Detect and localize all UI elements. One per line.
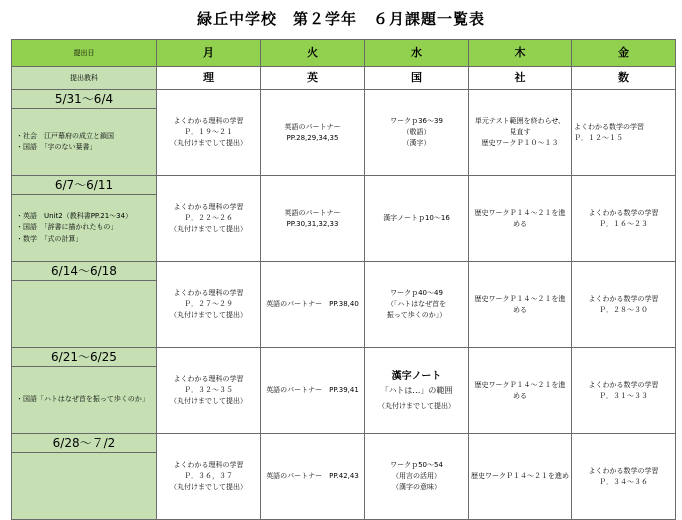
science-task bbox=[157, 262, 261, 348]
task-line: Ｐ．２２〜２６ bbox=[184, 214, 233, 223]
task-line: 歴史ワークＰ１４〜２１を進 bbox=[474, 208, 566, 217]
task-line: よくわかる理科の学習 bbox=[173, 375, 244, 384]
due-date-label: 提出日 bbox=[12, 40, 157, 67]
science-task bbox=[157, 348, 261, 434]
day-monday: 月 bbox=[157, 40, 261, 67]
task-line: 英語のパートナー bbox=[284, 122, 341, 131]
task-line: 歴史ワークＰ１０〜１３ bbox=[481, 138, 559, 147]
task-line: Ｐ．２７〜２９ bbox=[184, 300, 233, 309]
task-line: Ｐ．２８〜３０ bbox=[599, 305, 648, 314]
note-line: ・国語 「辞書に描かれたもの」 bbox=[16, 223, 118, 232]
week-cell bbox=[12, 348, 157, 434]
subject-social: 社 bbox=[469, 67, 572, 90]
task-line: 見直す bbox=[509, 128, 531, 137]
day-friday: 金 bbox=[572, 40, 676, 67]
task-line: （丸付けまでして提出） bbox=[170, 310, 247, 319]
task-line: Ｐ．３４〜３６ bbox=[599, 477, 648, 486]
task-line: Ｐ．３６，３７ bbox=[184, 472, 233, 481]
note-line: ・数学 「式の計算」 bbox=[16, 234, 83, 243]
social-task bbox=[469, 262, 572, 348]
subject-label: 提出教科 bbox=[12, 67, 157, 90]
social-task bbox=[469, 176, 572, 262]
page-title: 緑丘中学校 第２学年 ６月課題一覧表 bbox=[196, 9, 485, 28]
task-line: ワークｐ40〜49 bbox=[390, 289, 443, 298]
task-line: よくわかる数学の学習 bbox=[588, 466, 659, 475]
task-line: 英語のパートナー bbox=[284, 208, 341, 217]
week-row bbox=[12, 90, 676, 176]
japanese-task bbox=[365, 90, 469, 176]
task-line: 歴史ワークＰ１４〜２１を進め bbox=[471, 472, 569, 481]
task-line: （丸付けまでして提出） bbox=[170, 482, 247, 491]
test-range-notes bbox=[12, 453, 156, 519]
task-line: Ｐ．１２〜１５ bbox=[574, 133, 623, 142]
task-line: （「ハトはなぜ首を bbox=[386, 300, 447, 309]
week-cell bbox=[12, 90, 157, 176]
math-task bbox=[572, 434, 676, 520]
test-range-notes bbox=[12, 367, 156, 433]
math-task bbox=[572, 176, 676, 262]
week-cell bbox=[12, 434, 157, 520]
task-line: よくわかる理科の学習 bbox=[173, 117, 244, 126]
task-line: 歴史ワークＰ１４〜２１を進 bbox=[474, 294, 566, 303]
day-tuesday: 火 bbox=[261, 40, 365, 67]
math-task bbox=[572, 262, 676, 348]
note-line: ・英語 Unit2（教科書PP.21〜34） bbox=[16, 212, 133, 221]
task-line: よくわかる数学の学習 bbox=[588, 294, 659, 303]
japanese-task bbox=[365, 176, 469, 262]
math-task bbox=[572, 348, 676, 434]
english-task bbox=[261, 90, 365, 176]
test-range-notes bbox=[12, 195, 156, 261]
header-row bbox=[12, 40, 676, 67]
task-line: （漢字） bbox=[402, 138, 431, 147]
task-line: める bbox=[513, 391, 527, 400]
task-line: （丸付けまでして提出） bbox=[170, 224, 247, 233]
task-line: Ｐ．１６〜２３ bbox=[599, 219, 648, 228]
task-line: （敬語） bbox=[402, 128, 431, 137]
note-line: ・社会 江戸幕府の成立と鎖国 bbox=[16, 131, 114, 140]
social-task bbox=[469, 348, 572, 434]
assignment-table bbox=[11, 39, 676, 520]
day-thursday: 木 bbox=[469, 40, 572, 67]
task-line: ワークｐ50〜54 bbox=[390, 461, 443, 470]
task-line: 英語のパートナー PP.38,40 bbox=[266, 300, 359, 309]
day-wednesday: 水 bbox=[365, 40, 469, 67]
task-line: よくわかる理科の学習 bbox=[173, 289, 244, 298]
week-cell bbox=[12, 262, 157, 348]
week-date: 6/21〜6/25 bbox=[12, 348, 156, 367]
task-line: Ｐ．３１〜３３ bbox=[599, 391, 648, 400]
task-line: よくわかる数学の学習 bbox=[588, 208, 659, 217]
social-task bbox=[469, 434, 572, 520]
week-row bbox=[12, 262, 676, 348]
week-date: 6/7〜6/11 bbox=[12, 176, 156, 195]
task-line: Ｐ．３２〜３５ bbox=[184, 386, 233, 395]
task-line: （丸付けまでして提出） bbox=[378, 402, 455, 411]
english-task bbox=[261, 262, 365, 348]
test-range-notes bbox=[12, 281, 156, 347]
task-line: Ｐ．１９〜２１ bbox=[184, 128, 233, 137]
task-line: める bbox=[513, 219, 527, 228]
task-line: よくわかる数学の学習 bbox=[574, 122, 644, 131]
english-task bbox=[261, 176, 365, 262]
task-line: PP.30,31,32,33 bbox=[286, 219, 339, 228]
task-line: ワークｐ36〜39 bbox=[390, 117, 443, 126]
task-line: （丸付けまでして提出） bbox=[170, 138, 247, 147]
week-cell bbox=[12, 176, 157, 262]
task-line: PP.28,29,34,35 bbox=[286, 133, 339, 142]
task-line: める bbox=[513, 305, 527, 314]
social-task bbox=[469, 90, 572, 176]
task-line: 漢字ノート bbox=[391, 371, 442, 383]
task-line: 漢字ノートｐ10〜16 bbox=[383, 214, 450, 223]
week-row bbox=[12, 176, 676, 262]
japanese-task bbox=[365, 348, 469, 434]
task-line: 英語のパートナー PP.39,41 bbox=[266, 386, 359, 395]
week-row bbox=[12, 348, 676, 434]
subject-english: 英 bbox=[261, 67, 365, 90]
subject-japanese: 国 bbox=[365, 67, 469, 90]
task-line: 英語のパートナー PP.42,43 bbox=[266, 472, 359, 481]
task-line: よくわかる理科の学習 bbox=[173, 461, 244, 470]
japanese-task bbox=[365, 434, 469, 520]
science-task bbox=[157, 434, 261, 520]
task-line: 「ハトは…」の範囲 bbox=[380, 385, 453, 395]
english-task bbox=[261, 348, 365, 434]
english-task bbox=[261, 434, 365, 520]
week-date: 6/14〜6/18 bbox=[12, 262, 156, 281]
week-date: 6/28〜７/2 bbox=[12, 434, 156, 453]
science-task bbox=[157, 176, 261, 262]
week-row bbox=[12, 434, 676, 520]
task-line: よくわかる理科の学習 bbox=[173, 203, 244, 212]
task-line: （丸付けまでして提出） bbox=[170, 396, 247, 405]
task-line: （漢字の意味） bbox=[392, 482, 441, 491]
test-range-notes bbox=[12, 109, 156, 175]
science-task bbox=[157, 90, 261, 176]
week-date: 5/31〜6/4 bbox=[12, 90, 156, 109]
task-line: 単元テスト範囲を終わらせ、 bbox=[474, 117, 566, 126]
subject-science: 理 bbox=[157, 67, 261, 90]
note-line: ・国語「ハトはなぜ首を振って歩くのか」 bbox=[16, 395, 149, 404]
note-line: ・国語 「字のない葉書」 bbox=[16, 143, 97, 151]
japanese-task bbox=[365, 262, 469, 348]
subject-row bbox=[12, 67, 676, 90]
task-line: （用言の活用） bbox=[392, 472, 441, 481]
math-task bbox=[572, 90, 676, 176]
task-line: よくわかる数学の学習 bbox=[588, 380, 659, 389]
task-line: 歴史ワークＰ１４〜２１を進 bbox=[474, 380, 566, 389]
subject-math: 数 bbox=[572, 67, 676, 90]
task-line: 振って歩くのか」） bbox=[386, 310, 447, 319]
